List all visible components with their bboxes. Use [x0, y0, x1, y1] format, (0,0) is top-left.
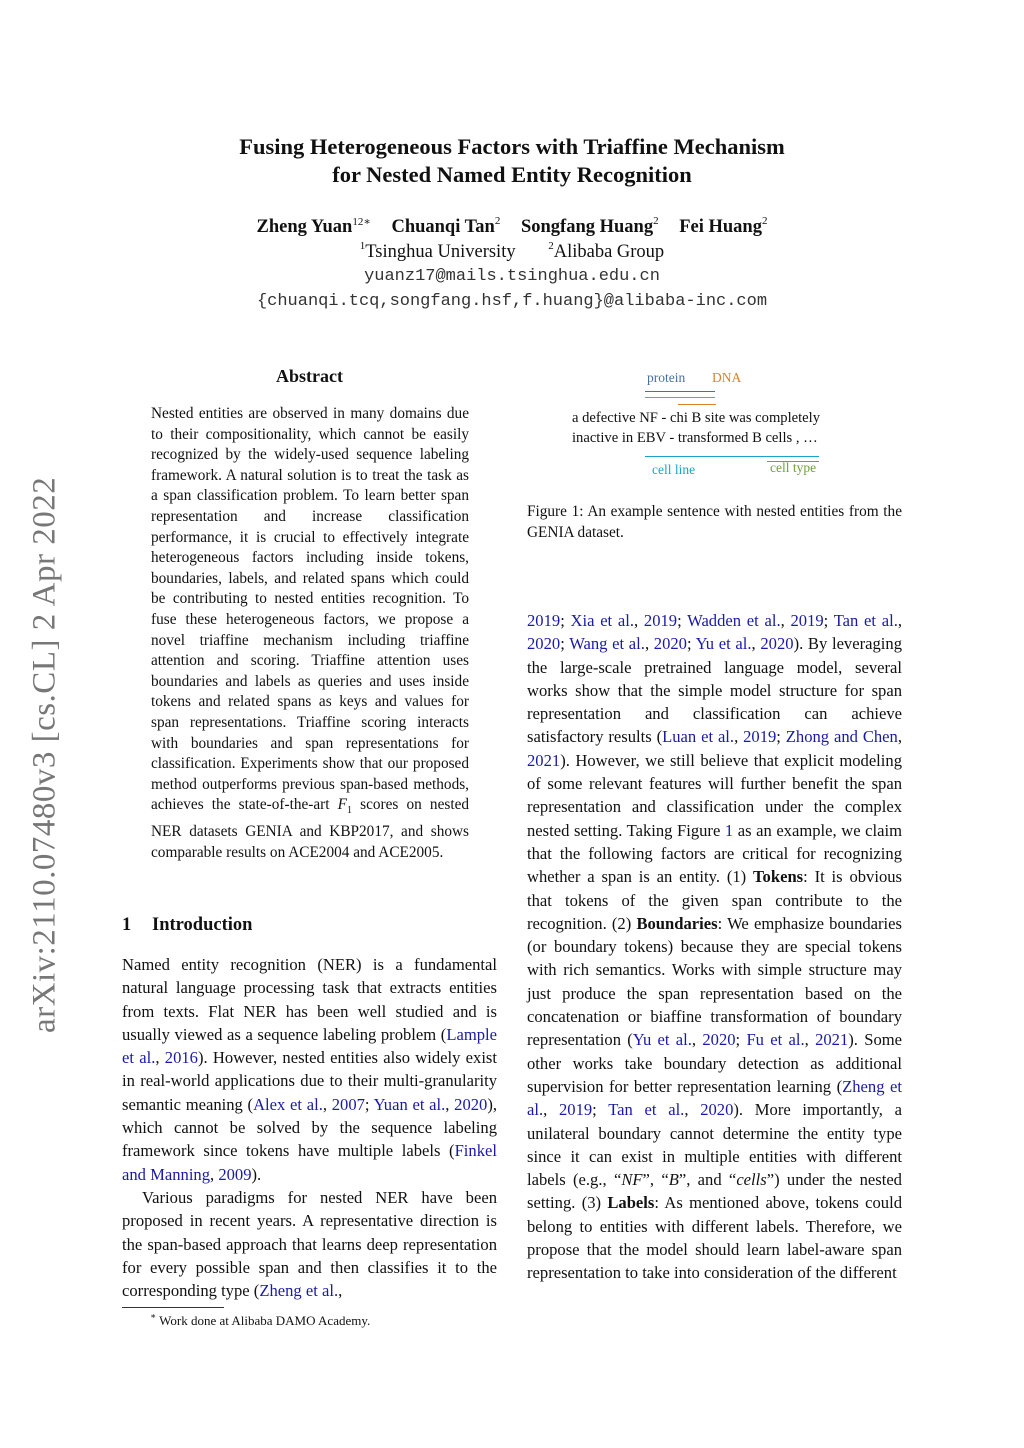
cell-line-line: [645, 456, 819, 457]
citation-link[interactable]: 2016: [164, 1048, 198, 1068]
right-paragraph: 2019; Xia et al., 2019; Wadden et al., 2019; Tan et al., 2020; Wang et al., 2020; Yu et al., 2020). By leveraging the large-scale pretrained language model, several works show that the simple model structure for span representation and classification can achieve satisfactory results (Luan et al., 2019; Zhong and Chen, 2021). However, we still believe that explicit modeling of some relevant features will further benefit the span representation and classification under the complex nested setting. Taking Figure 1 as an example, we claim that the following factors are critical for recognizing whether a span is an entity. (1) Tokens: It is obvious that tokens of the given span contribute to the recognition. (2) Boundaries: We emphasize boundaries (or boundary tokens) because they are special tokens with rich semantics. Works with simple structure may just produce the span representation based on the concatenation or biaffine transformation of boundary representation (Yu et al., 2020; Fu et al., 2021). Some other works take boundary detection as additional supervision for better representation learning (Zheng et al., 2019; Tan et al., 2020). More importantly, a unilateral boundary cannot determine the entity type since it can exist in multiple entities with different labels (e.g., “NF”, “B”, and “cells”) under the nested setting. (3) Labels: As mentioned above, tokens could belong to entities with different labels. Therefore, we propose that the model should learn label-aware span representation to take into consideration of the different: [527, 611, 903, 1283]
citation-link[interactable]: Zheng et al.: [259, 1281, 339, 1301]
citation-link[interactable]: Yuan et al.: [373, 1094, 446, 1114]
citation-link[interactable]: 2020: [702, 1030, 736, 1050]
citation-link[interactable]: 2021: [527, 750, 561, 770]
footnote-rule: [122, 1307, 224, 1308]
citation-link[interactable]: 2020: [760, 634, 794, 654]
citation-link[interactable]: Zheng et al.: [527, 1076, 902, 1120]
label-protein: protein: [647, 370, 686, 385]
citation-link[interactable]: 2020: [527, 634, 561, 654]
citation-link[interactable]: Zhong and Chen: [785, 727, 898, 747]
title-line-1: Fusing Heterogeneous Factors with Triaffine Mechanism: [239, 134, 785, 159]
citation-link[interactable]: 2021: [815, 1030, 849, 1050]
citation-link[interactable]: 2007: [331, 1094, 365, 1114]
citation-link[interactable]: 2009: [218, 1164, 252, 1184]
intro-right-column: [527, 609, 902, 1285]
citation-link[interactable]: 2020: [700, 1100, 734, 1120]
protein-line: [645, 391, 715, 392]
author: Zheng Yuan$^{12∗}$: [256, 216, 371, 237]
affiliations: [0, 242, 1024, 263]
intro-paragraph-1: Named entity recognition (NER) is a fundamental natural language processing task that extracts entities from texts. Flat NER has been well studied and is usually viewed as a sequence labeling problem (Lample et al., 2016). However, nested entities also widely exist in real-world applications due to their multi-granularity semantic meaning (Alex et al., 2007; Yuan et al., 2020), which cannot be solved by the sequence labeling framework since tokens have multiple labels (Finkel and Manning, 2009).: [122, 955, 498, 1184]
citation-link[interactable]: Xia et al.: [570, 611, 635, 630]
citation-link[interactable]: 2020: [454, 1094, 488, 1114]
figure-reference-link[interactable]: 1: [724, 820, 734, 840]
affiliation: $^2$Alibaba Group: [548, 240, 665, 262]
citation-link[interactable]: Fu et al.: [746, 1030, 805, 1050]
citation-link[interactable]: 2019: [743, 727, 777, 747]
citation-link[interactable]: 2020: [653, 634, 687, 654]
figure-1: [527, 360, 902, 500]
citation-link[interactable]: 2019: [643, 611, 678, 630]
citation-link[interactable]: Tan et al.: [608, 1100, 685, 1120]
citation-link[interactable]: 2019: [790, 611, 824, 630]
author: Fei Huang$^2$: [679, 215, 768, 237]
label-cell-line: cell line: [652, 462, 696, 477]
label-cell-type: cell type: [770, 460, 817, 475]
citation-link[interactable]: Wadden et al.: [687, 611, 781, 630]
citation-link[interactable]: Finkel and Manning: [122, 1141, 497, 1184]
sentence-line-2: inactive in EBV - transformed B cells , …: [572, 430, 818, 446]
figure-caption: Figure 1: An example sentence with nested entities from the GENIA dataset.: [527, 503, 902, 541]
label-dna: DNA: [712, 370, 742, 385]
footnote: ∗ Work done at Alibaba DAMO Academy.: [150, 1311, 371, 1328]
sentence-line-1: a defective NF - chi B site was completely: [572, 410, 821, 426]
author: Songfang Huang$^2$: [520, 215, 659, 237]
section-heading: 1 Introduction: [122, 915, 253, 935]
intro-left-column: [122, 953, 497, 1302]
citation-link[interactable]: Alex et al.: [253, 1094, 323, 1114]
protein-inner-line: [678, 404, 716, 405]
abstract-text: Nested entities are observed in many domains due to their compositionality, which cannot be easily recognized by the widely-used sequence labeling framework. A natural solution is to treat the task as a span classification problem. To learn better span representation and increase classification performance, it is crucial to effectively integrate heterogeneous factors including inside tokens, boundaries, labels, and related spans which could be contributing to nested entities recognition. To fuse these heterogeneous factors, we propose a novel triaffine mechanism including triaffine attention and scoring. Triaffine attention uses boundaries and labels as queries and uses inside tokens and related spans as keys and values for span representations. Triaffine scoring interacts with boundaries and span representations for classification. Experiments show that our proposed method outperforms previous span-based methods, achieves the state-of-the-art $F_1$ scores on nested NER datasets GENIA and KBP2017, and shows comparable results on ACE2004 and ACE2005.: [151, 405, 470, 861]
abstract-heading: Abstract: [276, 366, 343, 386]
citation-link[interactable]: Yu et al.: [632, 1030, 692, 1050]
paper-title: [0, 133, 1024, 189]
title-line-2: for Nested Named Entity Recognition: [332, 162, 692, 187]
author-list: [0, 217, 1024, 238]
arxiv-identifier: arXiv:2110.07480v3 [cs.CL] 2 Apr 2022: [26, 476, 63, 1034]
citation-link[interactable]: 2019: [527, 611, 561, 630]
affiliation: $^1$Tsinghua University: [359, 240, 516, 262]
intro-paragraph-2: Various paradigms for nested NER have been proposed in recent years. A representative direction is the span-based approach that learns deep representation for every possible span and then classifies it to the corresponding type (Zheng et al.,: [122, 1187, 497, 1301]
author: Chuanqi Tan$^2$: [391, 215, 501, 237]
citation-link[interactable]: Tan et al.: [833, 611, 898, 630]
citation-link[interactable]: Wang et al.: [569, 634, 645, 654]
citation-link[interactable]: Luan et al.: [662, 727, 735, 747]
email-line-2: {chuanqi.tcq,songfang.hsf,f.huang}@alibaba-inc.com: [256, 292, 768, 311]
email-line-1: yuanz17@mails.tsinghua.edu.cn: [364, 267, 660, 286]
citation-link[interactable]: 2019: [558, 1100, 593, 1120]
citation-link[interactable]: Lample et al.: [122, 1024, 497, 1068]
citation-link[interactable]: Yu et al.: [695, 634, 752, 654]
dna-line: [645, 397, 715, 398]
